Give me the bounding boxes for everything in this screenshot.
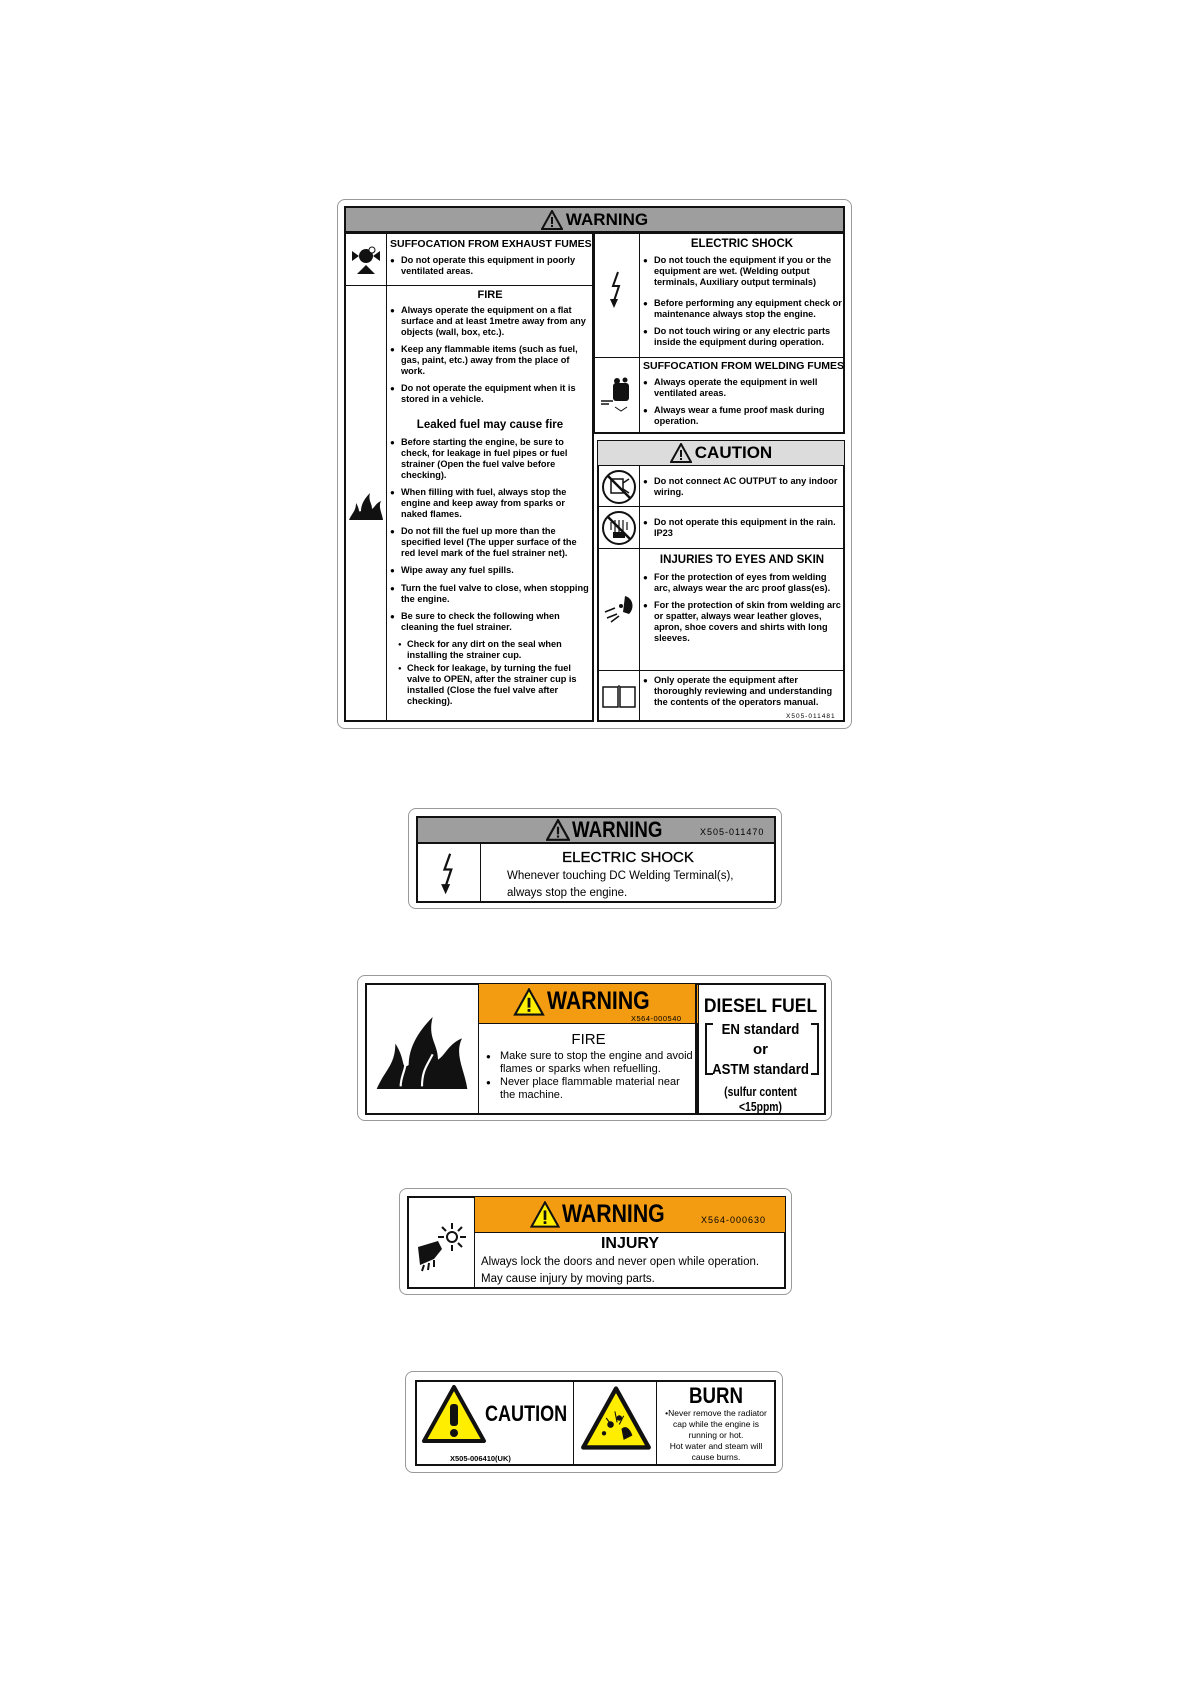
shock-text: Whenever touching DC Welding Terminal(s),	[507, 870, 734, 882]
label-electric-shock	[408, 808, 782, 909]
fire-item: ● Always operate the equipment on a flat surface and at least 1metre away from any objects (wall, box, etc.).	[390, 305, 590, 338]
exhaust-heading: SUFFOCATION FROM EXHAUST FUMES	[390, 238, 592, 250]
shock-item: ● Before performing any equipment check or maintenance always stop the engine.	[643, 298, 843, 320]
label-fire-diesel	[357, 975, 832, 1121]
label-main-warning-caution	[337, 199, 852, 729]
label2-code: X505-011470	[700, 827, 765, 837]
leak-heading: Leaked fuel may cause fire	[416, 419, 564, 431]
burn-title: BURN	[688, 1383, 744, 1408]
flame-icon	[367, 985, 477, 1113]
leak-subitem: ● Check for any dirt on the seal when installing the strainer cup.	[398, 639, 592, 661]
leak-item: ● Do not fill the fuel up more than the specified level (The upper surface of the red level mark of the fuel strainer net).	[390, 526, 592, 559]
welding-heading: SUFFOCATION FROM WELDING FUMES	[643, 360, 845, 372]
warning-triangle-icon	[546, 819, 570, 841]
fire-item: ● Make sure to stop the engine and avoid flames or sparks when refuelling.	[486, 1050, 698, 1076]
label4-code: X564-000630	[701, 1215, 767, 1225]
moving-parts-hand-icon	[409, 1199, 474, 1287]
fire-title: FIRE	[571, 1031, 606, 1048]
burn-text: •Never remove the radiator	[665, 1408, 767, 1418]
lightning-bolt-icon	[418, 846, 480, 901]
fire-item: ● Never place flammable material near the machine.	[486, 1076, 698, 1102]
eyes-item: ● For the protection of skin from welding arc or spatter, always wear leather gloves, apron, shoe covers and shirts with long sleeves.	[643, 600, 843, 644]
warning-title: WARNING	[571, 817, 663, 842]
welding-arc-icon	[599, 580, 639, 636]
warning-title: WARNING	[562, 1200, 665, 1228]
exhaust-item: ● Do not operate this equipment in poorly ventilated areas.	[390, 255, 590, 277]
injury-text: Always lock the doors and never open while operation.	[481, 1256, 760, 1268]
label3-code: X564-000540	[631, 1014, 682, 1023]
leak-item: ● Be sure to check the following when cleaning the fuel strainer.	[390, 611, 592, 633]
no-rain-icon	[599, 508, 639, 548]
shock-item: ● Do not touch wiring or any electric parts inside the equipment during operation.	[643, 326, 843, 348]
fire-item: ● Do not operate the equipment when it is stored in a vehicle.	[390, 383, 590, 405]
shock-item: ● Do not touch the equipment if you or the equipment are wet. (Welding output terminals, Auxiliary output terminals)	[643, 255, 843, 288]
warning-title: WARNING	[547, 987, 650, 1015]
sulfur-content: (sulfur content <15ppm)	[724, 1084, 797, 1114]
caution-triangle-icon	[670, 443, 692, 463]
warning-header-bar	[475, 1197, 785, 1233]
leak-item: ● When filling with fuel, always stop the engine and keep away from sparks or naked flames.	[390, 487, 592, 520]
leak-item: ● Wipe away any fuel spills.	[390, 565, 592, 576]
label5-code: X505-006410(UK)	[450, 1454, 511, 1463]
label-injury	[399, 1188, 792, 1295]
fire-item: ● Keep any flammable items (such as fuel, gas, paint, etc.) away from the place of work.	[390, 344, 590, 377]
flame-icon	[346, 480, 386, 530]
caution-header-bar	[598, 441, 844, 466]
label1-code: X505-011481	[786, 713, 836, 720]
operators-manual-icon	[599, 672, 639, 720]
warning-triangle-icon	[530, 1201, 560, 1228]
shock-text: always stop the engine.	[507, 887, 628, 899]
burn-text: Hot water and steam will	[669, 1441, 763, 1451]
burn-text: running or hot.	[688, 1430, 744, 1440]
welding-item: ● Always operate the equipment in well ventilated areas.	[643, 377, 843, 399]
burn-text: cause burns.	[691, 1452, 741, 1462]
diesel-title: DIESEL FUEL	[703, 996, 818, 1017]
eyes-skin-heading: INJURIES TO EYES AND SKIN	[659, 554, 825, 566]
shock-heading: ELECTRIC SHOCK	[690, 238, 794, 250]
no-indoor-wiring-icon	[599, 468, 639, 506]
shock-title: ELECTRIC SHOCK	[562, 849, 694, 866]
astm-standard: ASTM standard	[712, 1061, 809, 1078]
leak-subitem: ● Check for leakage, by turning the fuel valve to OPEN, after the strainer cup is installed (Close the fuel valve after checking).	[398, 663, 592, 707]
fire-heading: FIRE	[477, 289, 503, 301]
injury-text: May cause injury by moving parts.	[481, 1273, 655, 1285]
ac-output-item: ● Do not connect AC OUTPUT to any indoor wiring.	[643, 476, 843, 498]
rain-item: ● Do not operate this equipment in the rain. IP23	[643, 517, 843, 539]
warning-triangle-icon	[541, 210, 563, 230]
caution-title: CAUTION	[694, 443, 773, 462]
warning-header-bar	[479, 984, 698, 1024]
warning-header-bar	[416, 816, 776, 844]
manual-item: ● Only operate the equipment after thoroughly reviewing and understanding the contents of the operators manual.	[643, 675, 843, 708]
hot-steam-burn-icon	[580, 1385, 652, 1451]
burn-text: cap while the engine is	[672, 1419, 759, 1429]
injury-title: INJURY	[600, 1235, 660, 1252]
eyes-item: ● For the protection of eyes from welding arc, always wear the arc proof glass(es).	[643, 572, 843, 594]
en-standard: EN standard	[721, 1021, 800, 1038]
warning-title: WARNING	[565, 209, 649, 229]
caution-triangle-icon	[421, 1384, 487, 1444]
warning-triangle-icon	[513, 988, 545, 1016]
exhaust-fumes-icon	[346, 236, 386, 282]
caution-title: CAUTION	[485, 1401, 568, 1426]
leak-item: ● Before starting the engine, be sure to check, for leakage in fuel pipes or fuel strainer (Open the fuel valve before checking).	[390, 437, 592, 481]
warning-header-bar	[344, 206, 845, 233]
lightning-bolt-icon	[596, 260, 638, 320]
welding-fumes-icon	[596, 370, 638, 420]
or-text: or	[753, 1041, 768, 1058]
welding-item: ● Always wear a fume proof mask during operation.	[643, 405, 843, 427]
leak-item: ● Turn the fuel valve to close, when stopping the engine.	[390, 583, 592, 605]
label-burn-caution	[405, 1371, 783, 1473]
